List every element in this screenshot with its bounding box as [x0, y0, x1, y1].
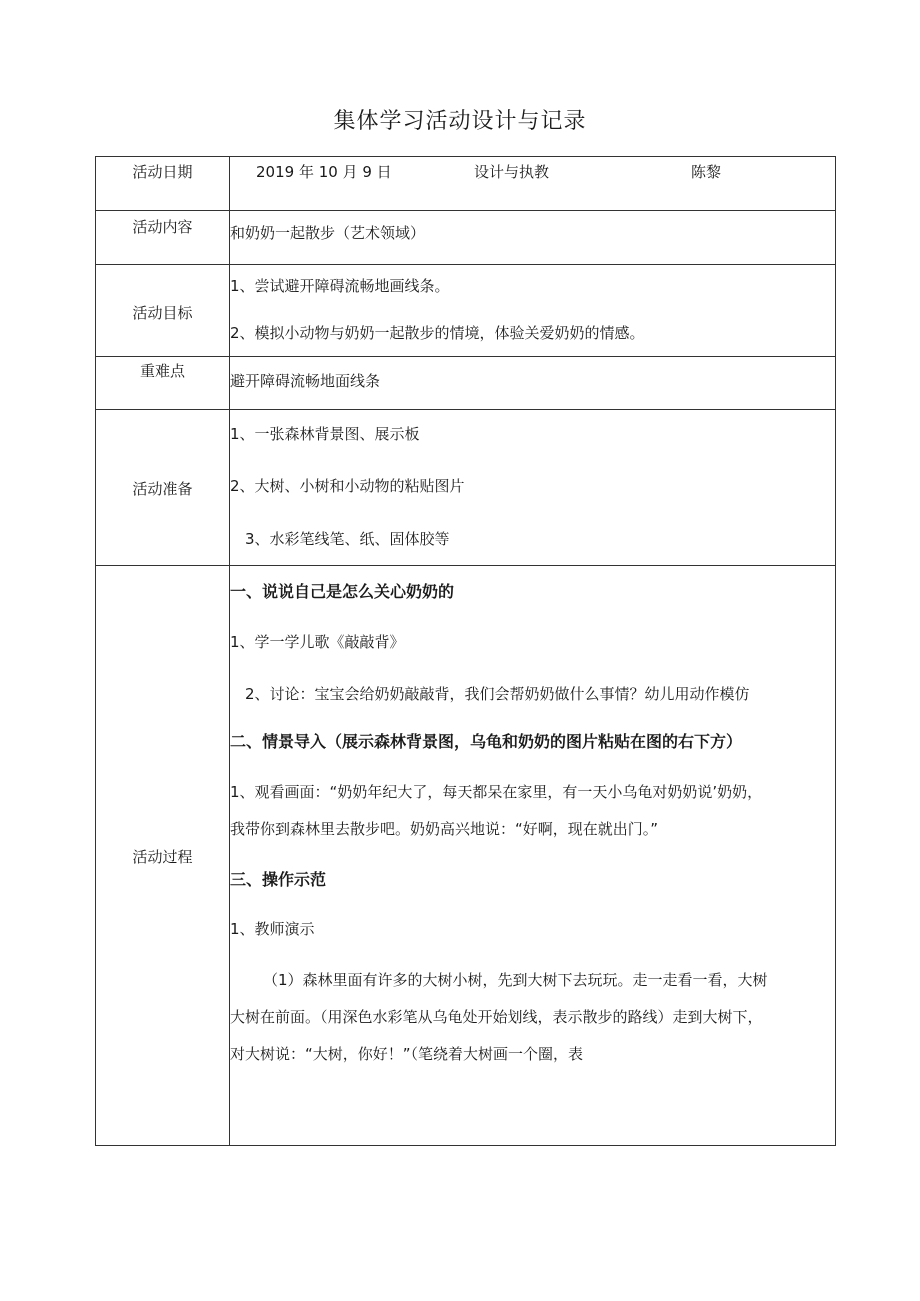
row-divider — [95, 210, 836, 211]
label-date: 活动日期 — [132, 163, 193, 181]
goal-item: 2、模拟小动物与奶奶一起散步的情境，体验关爱奶奶的情感。 — [230, 324, 645, 342]
process-line: （1）森林里面有许多的大树小树，先到大树下去玩玩。走一走看一看，大树 — [263, 971, 768, 989]
process-line: 1、观看画面：“奶奶年纪大了，每天都呆在家里，有一天小乌龟对奶奶说’奶奶， — [230, 783, 763, 801]
section-heading: 三、操作示范 — [230, 870, 327, 889]
section-heading: 一、说说自己是怎么关心奶奶的 — [230, 582, 455, 601]
preparation-item: 2、大树、小树和小动物的粘贴图片 — [230, 477, 465, 495]
preparation-item: 1、一张森林背景图、展示板 — [230, 425, 420, 443]
designer-value: 陈黎 — [691, 163, 722, 181]
row-divider — [95, 409, 836, 410]
process-line: 大树在前面。（用深色水彩笔从乌龟处开始划线，表示散步的路线）走到大树下， — [230, 1008, 763, 1026]
label-key-points: 重难点 — [139, 362, 185, 380]
process-item: 1、学一学儿歌《敲敲背》 — [230, 633, 405, 651]
page-title: 集体学习活动设计与记录 — [333, 109, 587, 134]
row-divider — [95, 565, 836, 566]
label-content: 活动内容 — [132, 218, 193, 236]
label-goals: 活动目标 — [132, 304, 193, 322]
designer-label: 设计与执教 — [474, 163, 550, 181]
process-item: 1、教师演示 — [230, 920, 315, 938]
key-points-value: 避开障碍流畅地面线条 — [230, 372, 381, 390]
label-preparation: 活动准备 — [132, 480, 193, 498]
date-value: 2019 年 10 月 9 日 — [256, 163, 392, 181]
process-line: 我带你到森林里去散步吧。奶奶高兴地说：“好啊，现在就出门。” — [230, 820, 659, 838]
process-item: 2、讨论：宝宝会给奶奶敲敲背，我们会帮奶奶做什么事情？幼儿用动作模仿 — [245, 685, 750, 703]
row-divider — [95, 264, 836, 265]
label-process: 活动过程 — [132, 848, 193, 866]
section-heading: 二、情景导入（展示森林背景图，乌龟和奶奶的图片粘贴在图的右下方） — [230, 732, 743, 751]
row-divider — [95, 356, 836, 357]
goal-item: 1、尝试避开障碍流畅地画线条。 — [230, 277, 450, 295]
content-value: 和奶奶一起散步（艺术领域） — [230, 224, 426, 242]
preparation-item: 3、水彩笔线笔、纸、固体胶等 — [245, 530, 450, 548]
process-line: 对大树说：“大树，你好！”（笔绕着大树画一个圈，表 — [230, 1045, 584, 1063]
